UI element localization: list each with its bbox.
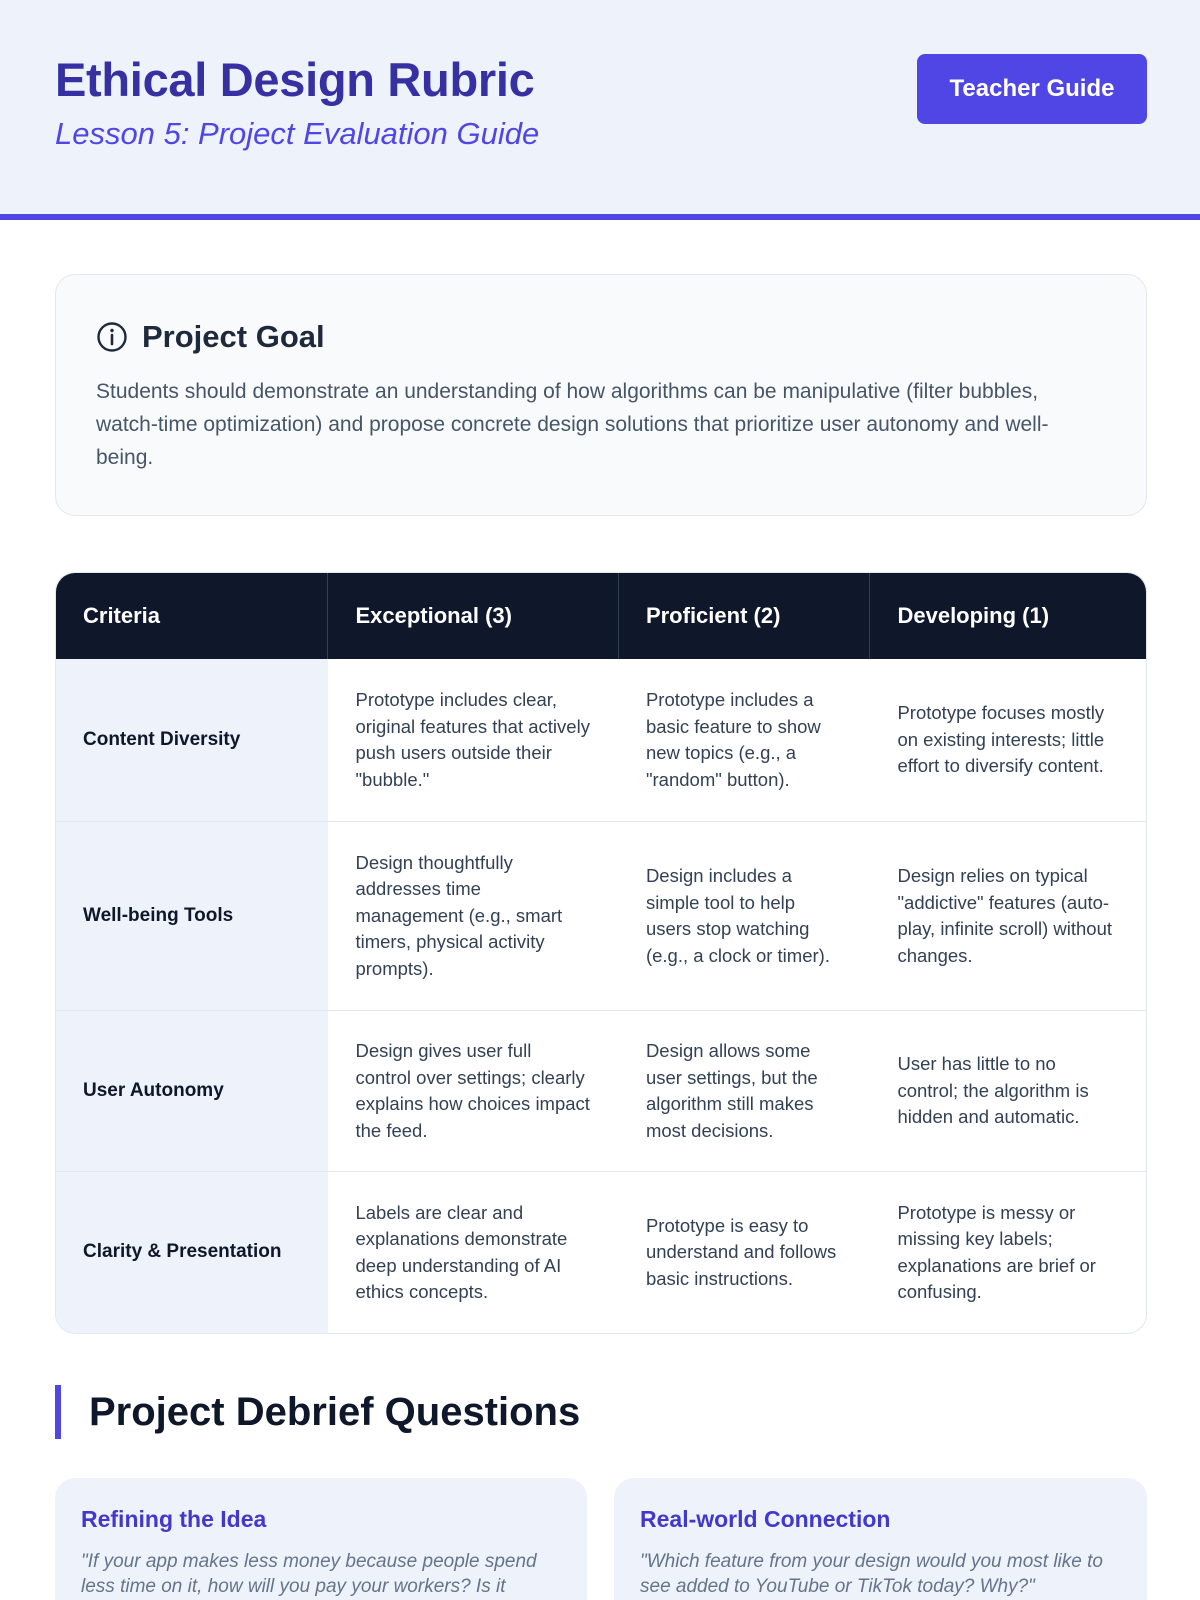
exceptional-cell: Labels are clear and explanations demonstrate deep understanding of AI ethics concepts. [328,1171,618,1333]
column-header-criteria: Criteria [56,573,328,659]
project-goal-text: Students should demonstrate an understanding of how algorithms can be manipulative (filter bubbles, watch-time optimization) and propose concrete design solutions that prioritize user autonomy and well-being. [96,380,1049,469]
debrief-section-title: Project Debrief Questions [55,1385,580,1439]
project-goal-title: Project Goal [142,319,325,354]
project-goal-card [55,274,1147,516]
criteria-cell: Clarity & Presentation [56,1171,328,1333]
proficient-cell: Design allows some user settings, but the algorithm still makes most decisions. [619,1010,871,1171]
page-title: Ethical Design Rubric [55,53,535,106]
page-subtitle: Lesson 5: Project Evaluation Guide [55,116,540,151]
rubric-table [55,572,1147,1334]
info-icon [96,321,128,353]
debrief-question-card [614,1478,1147,1600]
column-header-developing: Developing (1) [870,573,1146,659]
project-goal-header [96,319,325,355]
criteria-cell: User Autonomy [56,1010,328,1171]
table-row [56,821,1146,1010]
exceptional-cell: Prototype includes clear, original features that actively push users outside their "bubble." [355,689,590,790]
question-title: Refining the Idea [81,1506,267,1532]
teacher-guide-button[interactable]: Teacher Guide [917,54,1147,124]
proficient-cell: Prototype includes a basic feature to show new topics (e.g., a "random" button). [645,689,821,790]
column-header-exceptional: Exceptional (3) [328,573,618,659]
criteria-cell: Content Diversity [56,659,328,821]
question-text: "If your app makes less money because people spend less time on it, how will you pay your workers? Is it [81,1551,537,1597]
question-title: Real-world Connection [640,1506,891,1532]
question-text: "Which feature from your design would you most like to see added to YouTube or TikTok today? Why?" [640,1551,1103,1597]
table-row [56,659,1146,821]
developing-cell: User has little to no control; the algorithm is hidden and automatic. [870,1010,1146,1171]
proficient-cell: Design includes a simple tool to help users stop watching (e.g., a clock or timer). [619,821,871,1010]
criteria-cell: Well-being Tools [56,821,328,1010]
developing-cell: Design relies on typical "addictive" features (auto-play, infinite scroll) without changes. [870,821,1146,1010]
developing-cell: Prototype focuses mostly on existing interests; little effort to diversify content. [897,702,1105,777]
page-header [0,0,1200,220]
column-header-proficient: Proficient (2) [619,573,871,659]
proficient-cell: Prototype is easy to understand and follows basic instructions. [619,1171,871,1333]
exceptional-cell: Design gives user full control over settings; clearly explains how choices impact the feed. [328,1010,618,1171]
debrief-question-card [55,1478,587,1600]
table-row [56,1171,1146,1333]
rubric-header-row [56,573,1146,659]
exceptional-cell: Design thoughtfully addresses time management (e.g., smart timers, physical activity prompts). [328,821,618,1010]
table-row [56,1010,1146,1171]
developing-cell: Prototype is messy or missing key labels; explanations are brief or confusing. [870,1171,1146,1333]
